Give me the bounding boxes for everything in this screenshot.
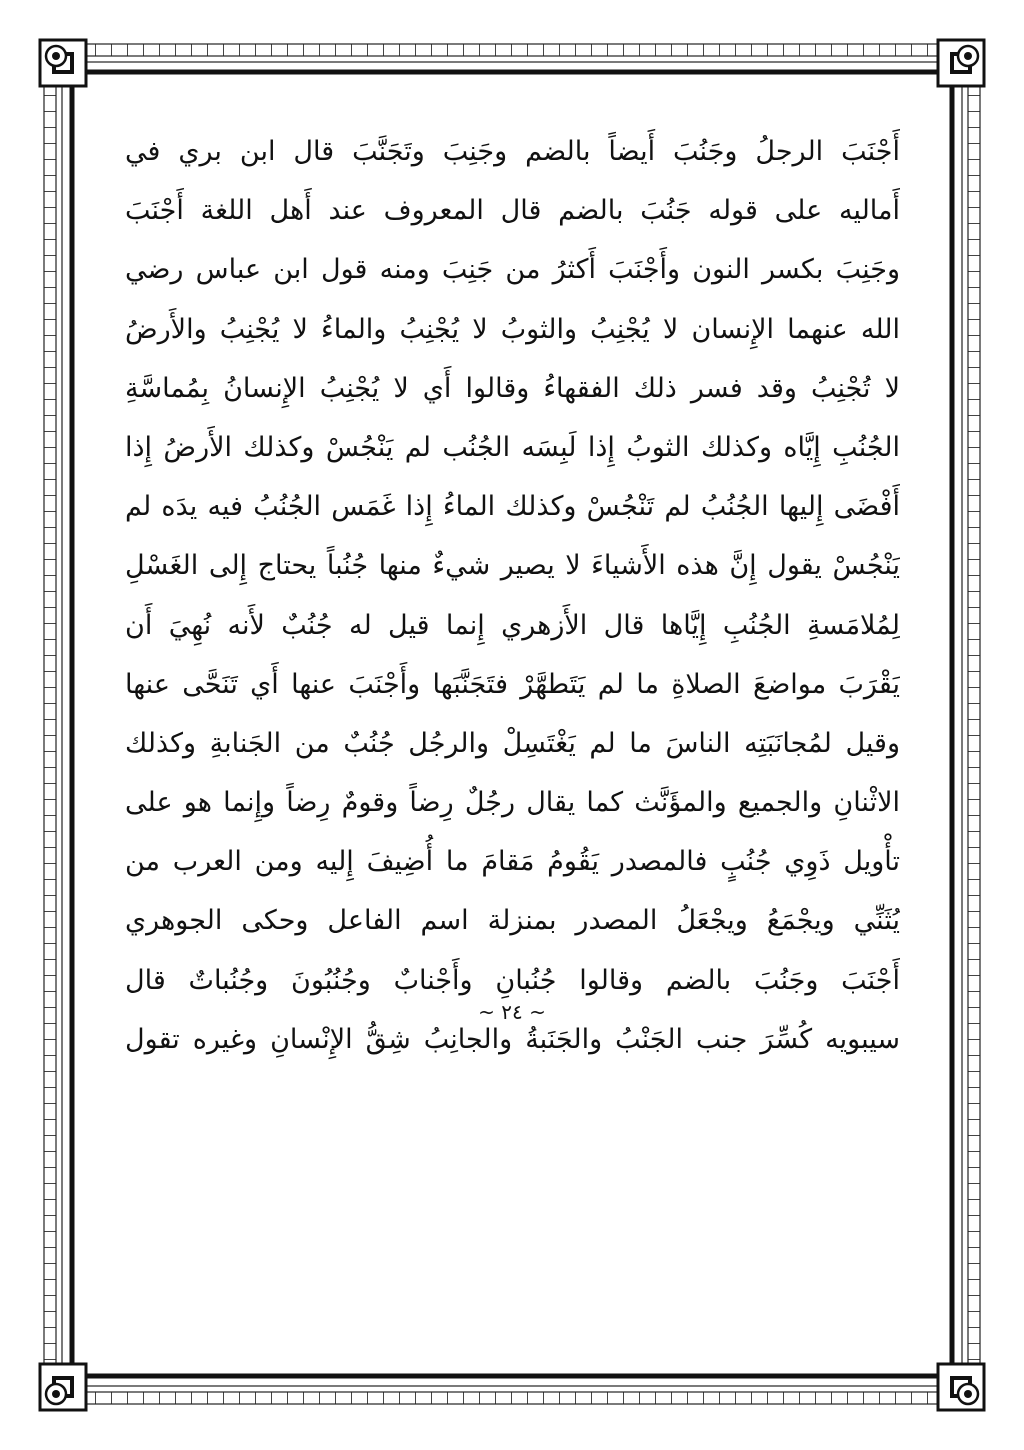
text-line: الله عنهما الإِنسان لا يُجْنِبُ والثوبُ لا يُجْنِبُ والماءُ لا يُجْنِبُ والأَرضُ bbox=[125, 313, 900, 345]
text-line: وقيل لمُجانَبَتِه الناسَ ما لم يَغْتَسِلْ والرجُل جُنُبٌ من الجَنابةِ وكذلك bbox=[125, 727, 900, 759]
text-line: سيبويه كُسِّرَ جنب الجَنْبُ والجَنَبةُ والجانِبُ شِقُّ الإِنْسانِ وغيره تقول bbox=[125, 1023, 900, 1055]
body-text bbox=[125, 122, 900, 1069]
corner-ornament-bottom-right bbox=[938, 1364, 984, 1410]
corner-ornament-top-left bbox=[40, 40, 86, 86]
text-line: الاثْنانِ والجميع والمؤَنَّث كما يقال رجُلٌ رِضاً وقومٌ رِضاً وإِنما هو على bbox=[125, 787, 900, 819]
text-line: يُثَنِّي ويجْمَعُ ويجْعَلُ المصدر بمنزلة اسم الفاعل وحكى الجوهري bbox=[125, 905, 900, 937]
text-line: وجَنِبَ بكسر النون وأَجْنَبَ أَكثرُ من جَنِبَ ومنه قول ابن عباس رضي bbox=[125, 254, 900, 286]
text-line: أَفْضَى إِليها الجُنُبُ لم تَنْجُسْ وكذلك الماءُ إِذا غَمَس الجُنُبُ فيه يدَه لم bbox=[125, 491, 900, 523]
corner-ornament-top-right bbox=[938, 40, 984, 86]
text-line: يَقْرَبَ مواضعَ الصلاةِ ما لم يَتَطهَّرْ فتَجَنَّبَها وأَجْنَبَ عنها أَي تَنَحَّى عنها bbox=[125, 668, 900, 700]
text-line: يَنْجُسْ يقول إِنَّ هذه الأَشياءَ لا يصير شيءٌ منها جُنُباً يحتاج إِلى الغَسْلِ bbox=[125, 550, 900, 582]
text-line: أَجْنَبَ وجَنُبَ بالضم وقالوا جُنُبانِ وأَجْنابٌ وجُنُبُونَ وجُنُباتٌ قال bbox=[125, 964, 900, 996]
corner-ornament-bottom-left bbox=[40, 1364, 86, 1410]
text-line: أَماليه على قوله جَنُبَ بالضم قال المعروف عند أَهل اللغة أَجْنَبَ bbox=[125, 195, 900, 227]
page-number: ~ ٢٤ ~ bbox=[478, 1000, 546, 1024]
text-line: لِمُلامَسةِ الجُنُبِ إِيَّاها قال الأَزهري إِنما قيل له جُنُبٌ لأَنه نُهِيَ أَن bbox=[125, 609, 900, 641]
text-line: أَجْنَبَ الرجلُ وجَنُبَ أَيضاً بالضم وجَنِبَ وتَجَنَّبَ قال ابن بري في bbox=[125, 136, 900, 167]
text-line: لا تُجْنِبُ وقد فسر ذلك الفقهاءُ وقالوا أَي لا يُجْنِبُ الإِنسانُ بِمُماسَّةِ bbox=[125, 372, 900, 404]
text-line: تأْويل ذَوِي جُنُبٍ فالمصدر يَقُومُ مَقامَ ما أُضِيفَ إِليه ومن العرب من bbox=[125, 846, 900, 878]
text-line: الجُنُبِ إِيَّاه وكذلك الثوبُ إِذا لَبِسَه الجُنُب لم يَنْجُسْ وكذلك الأَرضُ إِذا bbox=[125, 431, 900, 463]
